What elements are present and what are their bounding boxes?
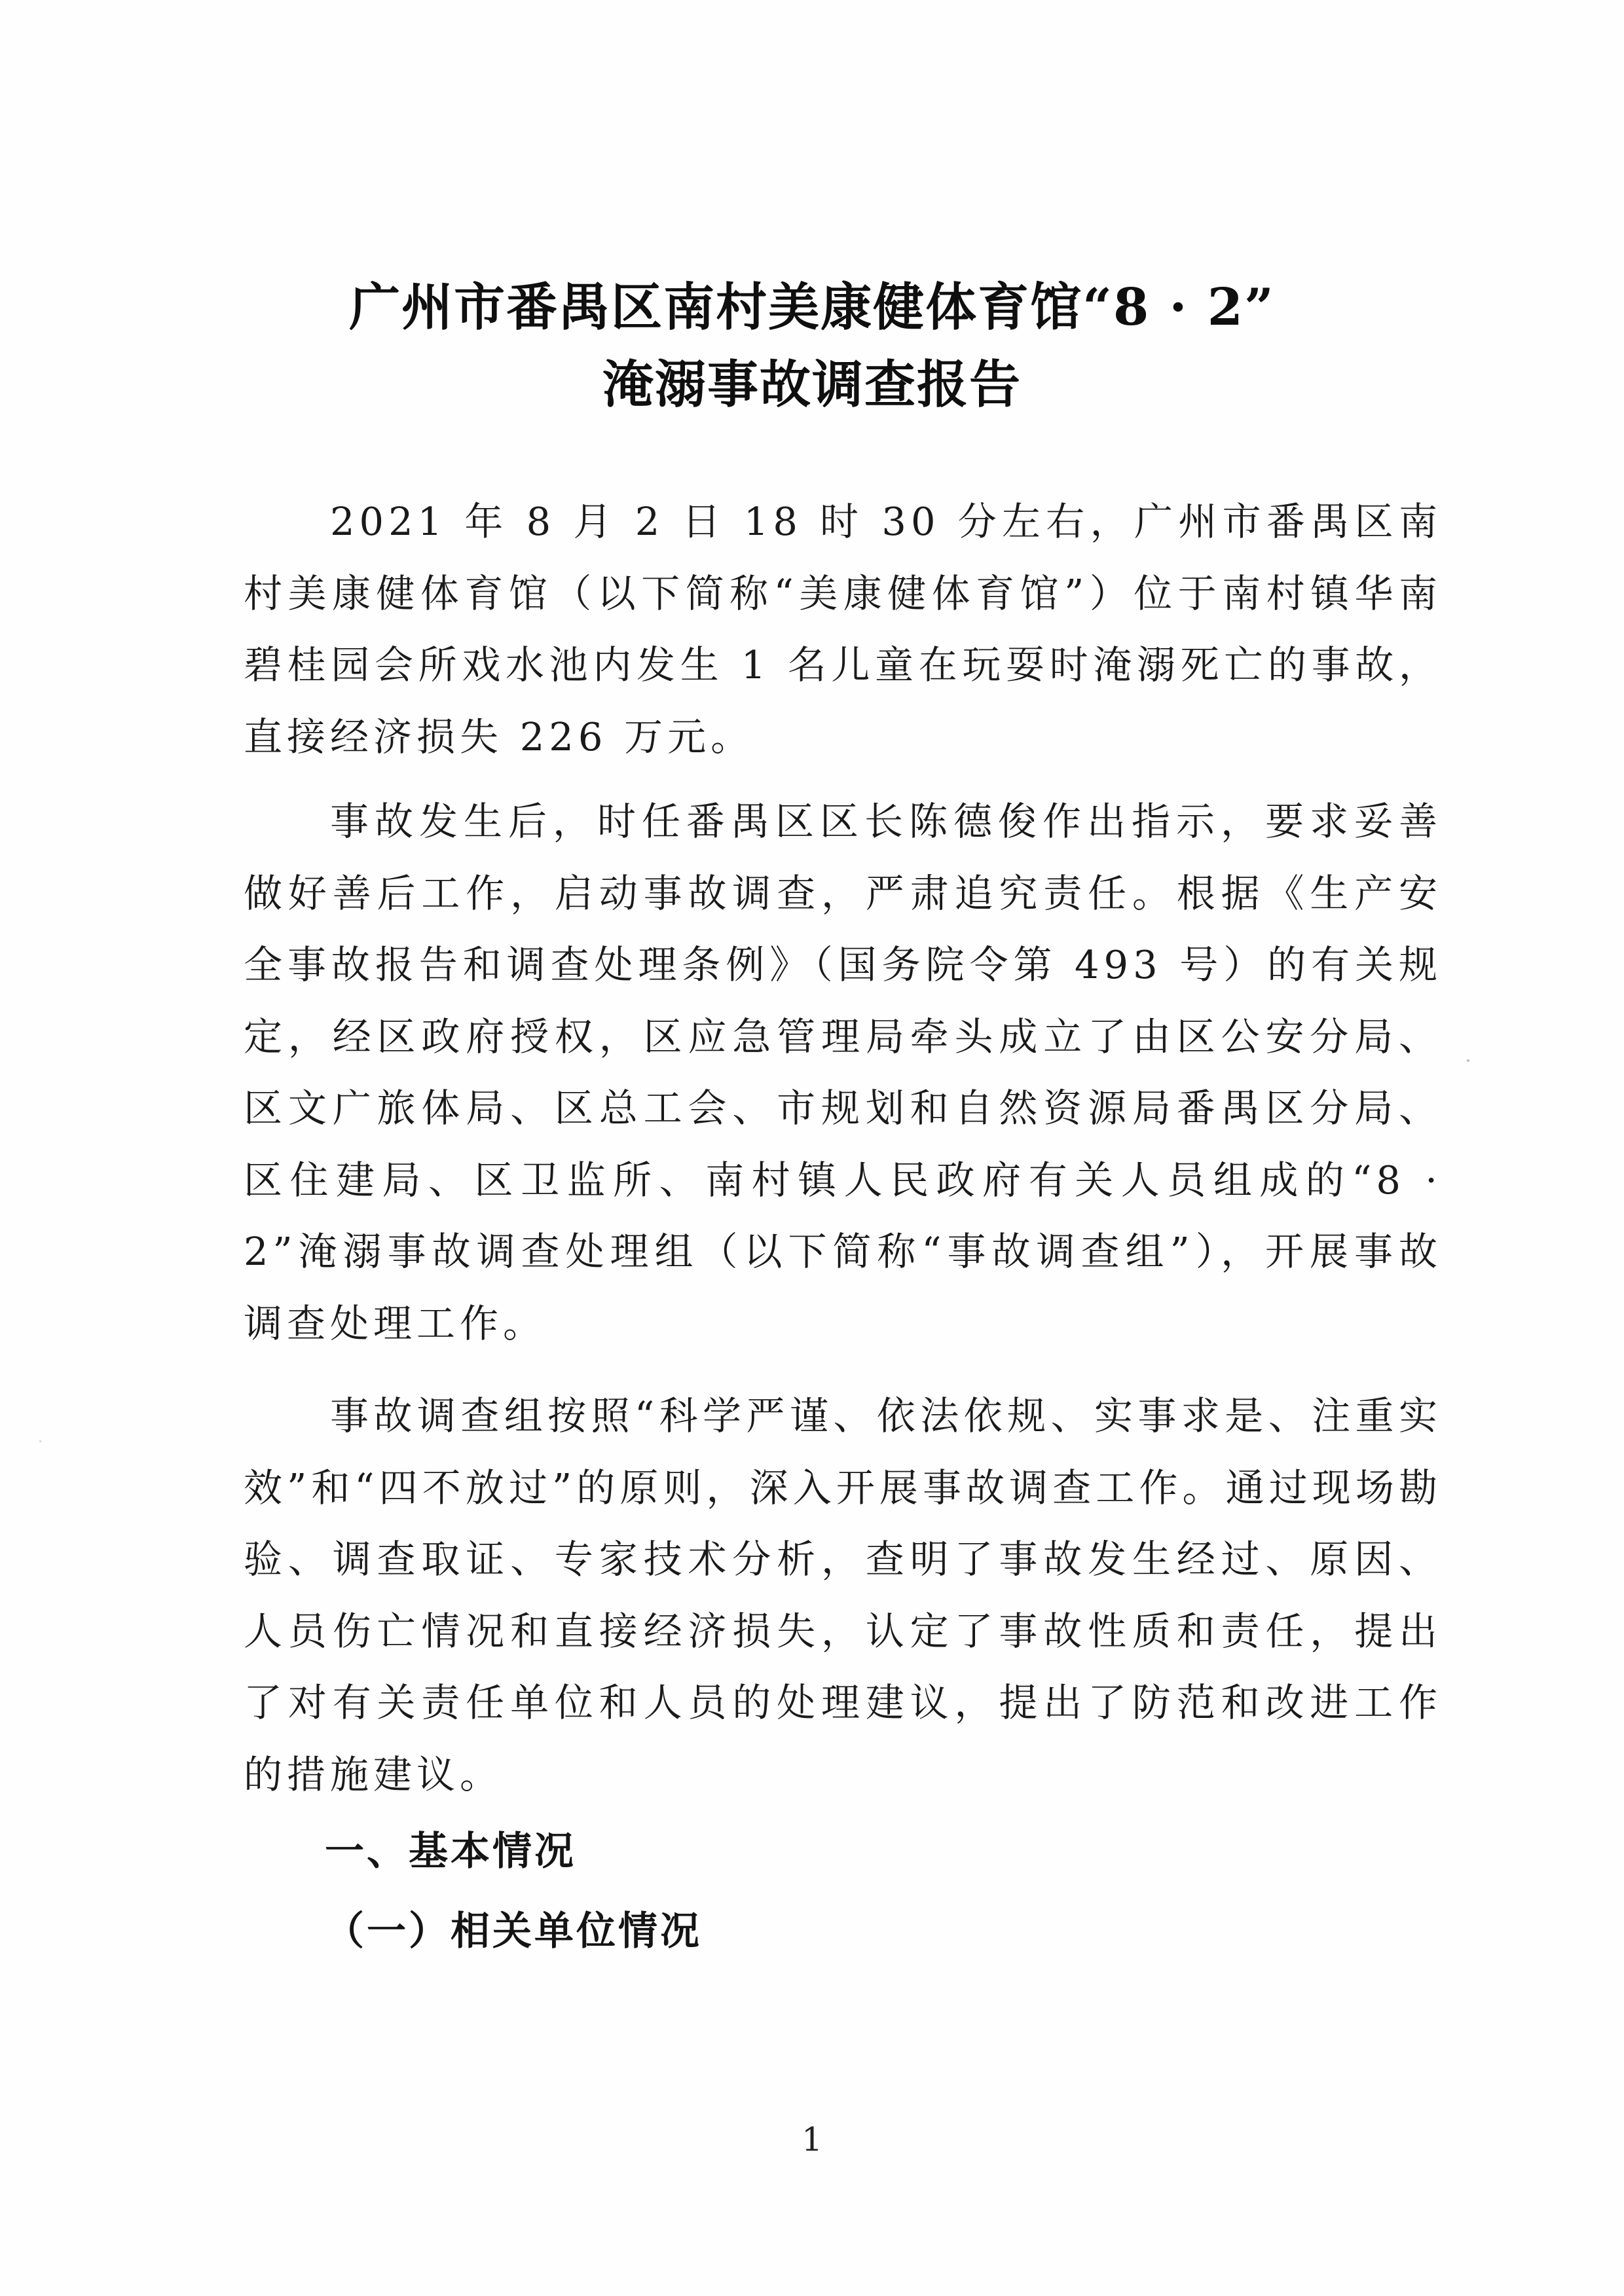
report-title-line1: 广州市番禺区南村美康健体育馆“8 · 2” [349, 278, 1275, 337]
report-title-line2: 淹溺事故调查报告 [602, 355, 1022, 414]
scan-speck [39, 1440, 41, 1442]
paragraph-accident-summary: 2021 年 8 月 2 日 18 时 30 分左右，广州市番禺区南村美康健体育馆（以下简称“美康健体育馆”）位于南村镇华南碧桂园会所戏水池内发生 1 名儿童在玩耍时淹溺死亡的事故，直接经济损失 226 万元。 [244, 499, 1442, 759]
page-number: 1 [802, 2121, 822, 2159]
paragraph-investigation-principles: 事故调查组按照“科学严谨、依法依规、实事求是、注重实效”和“四不放过”的原则，深入开展事故调查工作。通过现场勘验、调查取证、专家技术分析，查明了事故发生经过、原因、人员伤亡情况和直接经济损失，认定了事故性质和责任，提出了对有关责任单位和人员的处理建议，提出了防范和改进工作的措施建议。 [244, 1393, 1442, 1797]
section-heading-basic-info: 一、基本情况 [325, 1829, 576, 1874]
subsection-heading-related-units: （一）相关单位情况 [325, 1908, 702, 1954]
paragraph-investigation-setup: 事故发生后，时任番禺区区长陈德俊作出指示，要求妥善做好善后工作，启动事故调查，严肃追究责任。根据《生产安全事故报告和调查处理条例》（国务院令第 493 号）的有关规定，经区政府授权，区应急管理局牵头成立了由区公安分局、区文广旅体局、区总工会、市规划和自然资源局番禺区分局、区住建局、区卫监所、南村镇人民政府有关人员组成的“8 · 2”淹溺事故调查处理组（以下简称“事故调查组”），开展事故调查处理工作。 [244, 799, 1442, 1346]
scan-speck [1467, 1059, 1469, 1062]
